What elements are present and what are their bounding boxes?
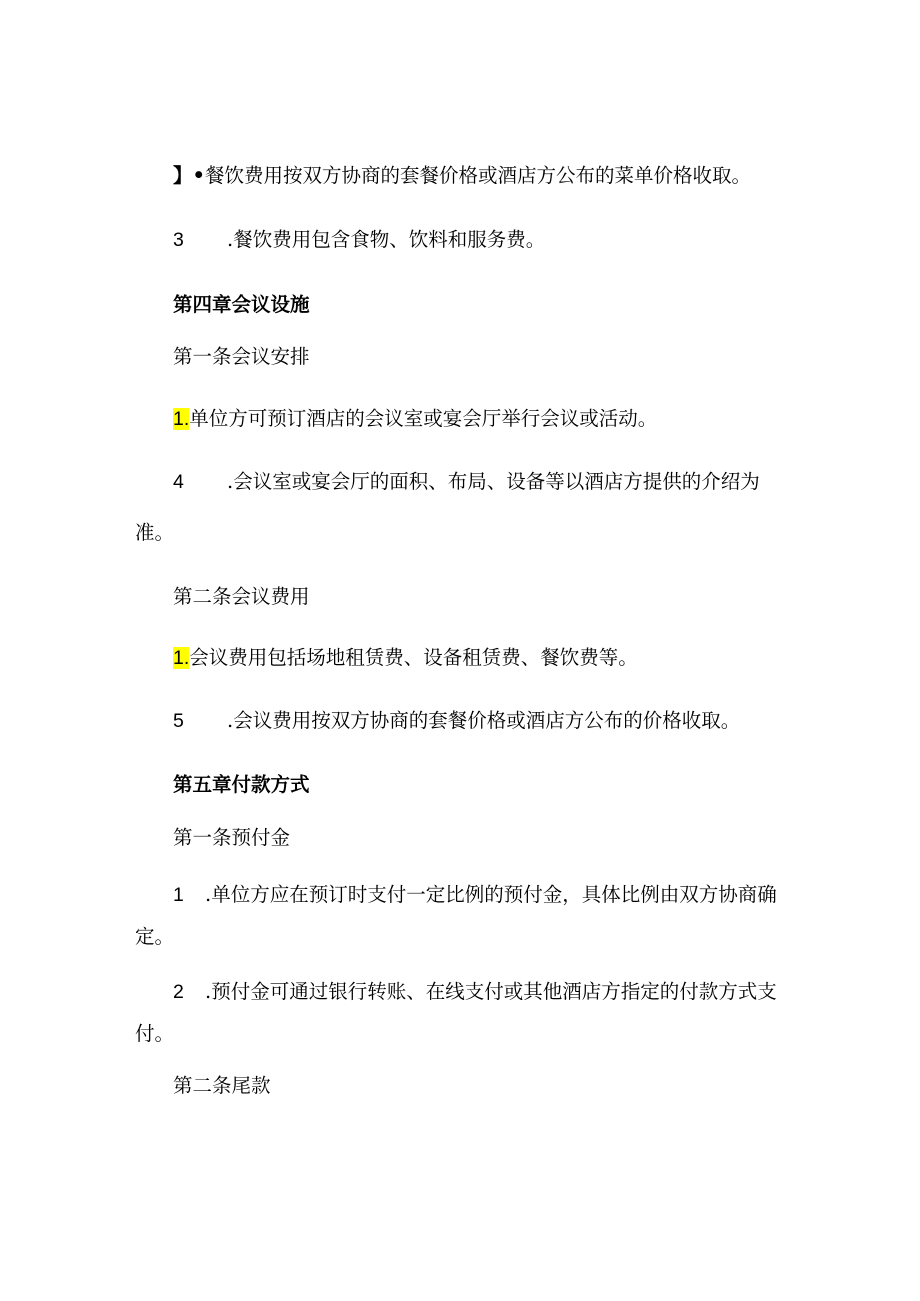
list-number: 2: [173, 981, 184, 1003]
paragraph-text: .单位方应在预订时支付一定比例的预付金，具体比例由双方协商确: [205, 883, 777, 906]
list-number: 5: [173, 710, 184, 732]
paragraph-catering-pricing: [173, 166, 751, 186]
paragraph-text: .预付金可通过银行转账、在线支付或其他酒店方指定的付款方式支: [205, 980, 777, 1003]
article-title-balance: 第二条尾款: [173, 1074, 271, 1097]
paragraph-catering-includes: [173, 230, 545, 251]
chapter-heading-5: 第五章付款方式: [173, 773, 310, 796]
list-number-highlighted: 1.: [173, 408, 190, 430]
article-title-meeting-arrangement: 第一条会议安排: [173, 345, 310, 368]
paragraph-text: 单位方可预订酒店的会议室或宴会厅举行会议或活动。: [189, 407, 658, 430]
paragraph-deposit-payment: [173, 982, 777, 1003]
list-number: 1: [173, 884, 184, 906]
paragraph-continuation: 定。: [135, 925, 175, 948]
list-bullet: 】•: [173, 164, 205, 187]
paragraph-meeting-booking: [173, 409, 657, 430]
paragraph-continuation: 付。: [135, 1022, 175, 1045]
article-title-deposit: 第一条预付金: [173, 826, 291, 849]
paragraph-deposit-ratio: [173, 885, 777, 906]
paragraph-continuation: 准。: [135, 521, 175, 544]
paragraph-meeting-fee-items: [173, 648, 638, 669]
paragraph-text: .餐饮费用包含食物、饮料和服务费。: [227, 228, 546, 251]
paragraph-text: .会议室或宴会厅的面积、布局、设备等以酒店方提供的介绍为: [227, 470, 760, 493]
paragraph-text: 餐饮费用按双方协商的套餐价格或酒店方公布的菜单价格收取。: [204, 164, 751, 187]
chapter-heading-4: 第四章会议设施: [173, 293, 310, 316]
list-number: 4: [173, 471, 184, 493]
list-number-highlighted: 1.: [173, 647, 190, 669]
paragraph-text: .会议费用按双方协商的套餐价格或酒店方公布的价格收取。: [227, 709, 741, 732]
article-title-meeting-fees: 第二条会议费用: [173, 585, 310, 608]
paragraph-text: 会议费用包括场地租赁费、设备租赁费、餐饮费等。: [189, 646, 638, 669]
list-number: 3: [173, 229, 184, 251]
paragraph-meeting-fee-pricing: [173, 711, 740, 732]
paragraph-meeting-room-details: [173, 472, 760, 493]
